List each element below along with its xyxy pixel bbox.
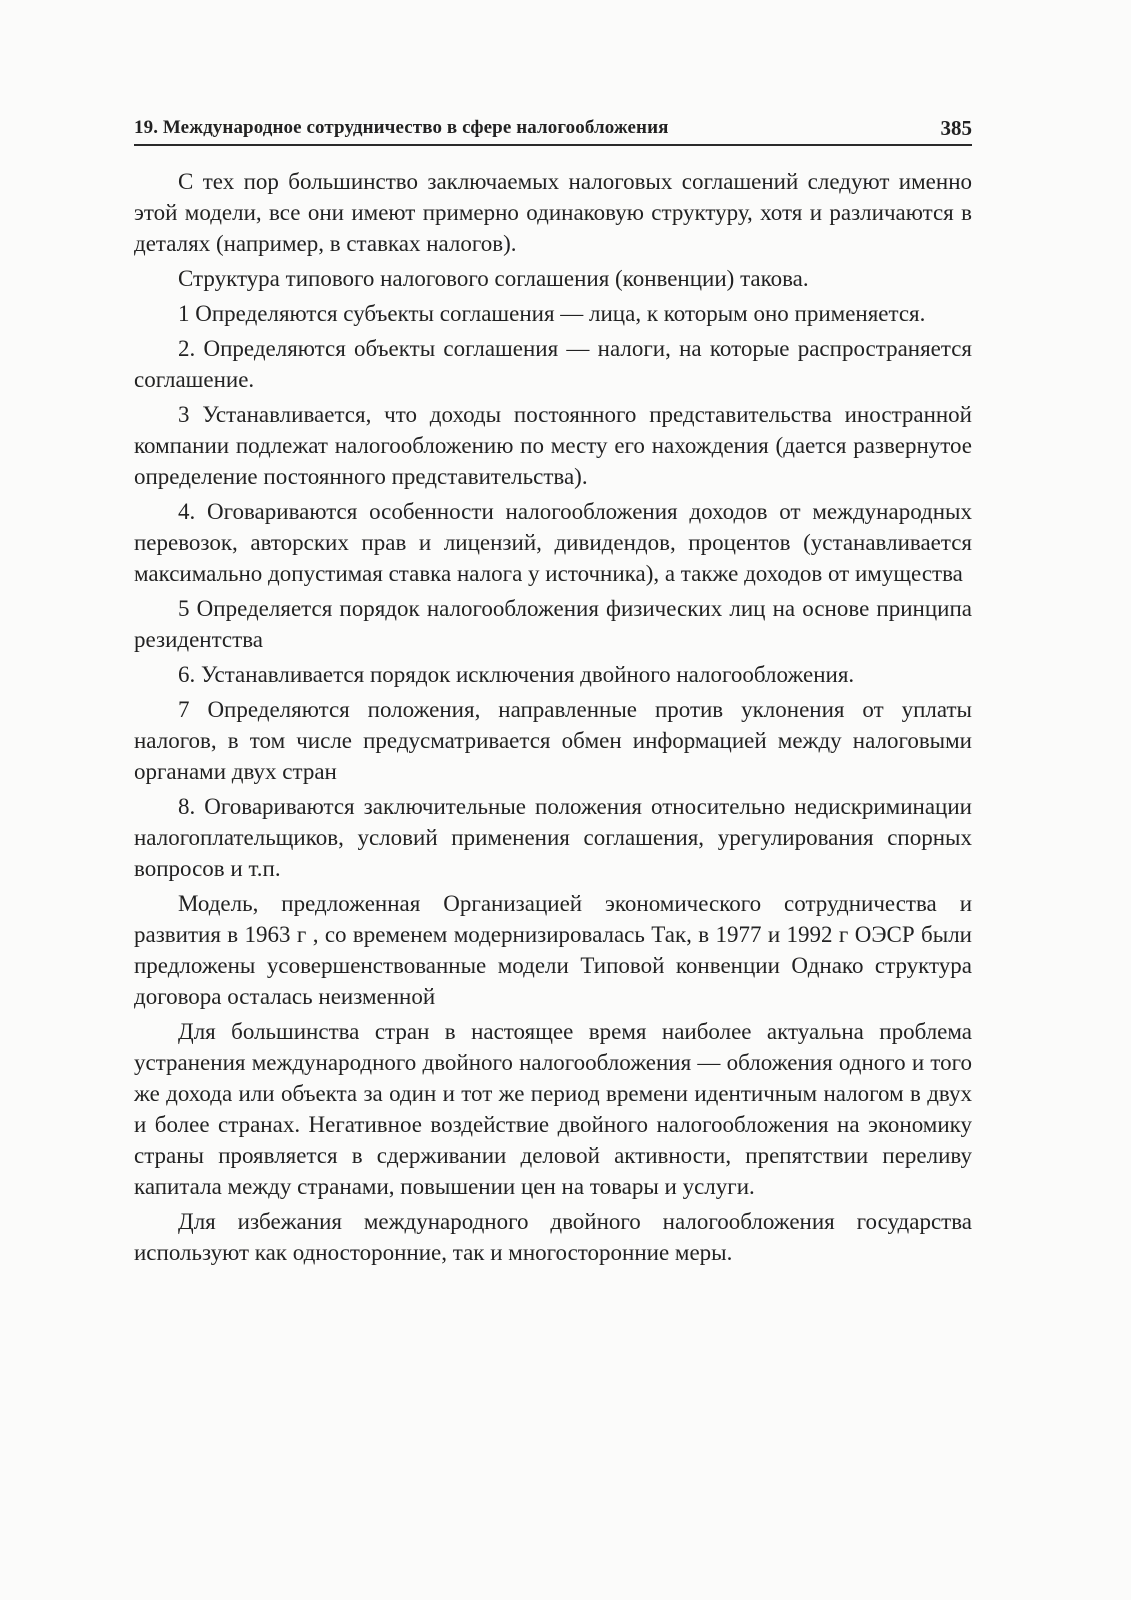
list-item: 6. Устанавливается порядок исключения двойного налогообложения. <box>178 662 855 687</box>
paragraph: Структура типового налогового соглашения (конвенции) такова. <box>178 266 809 291</box>
paragraph: С тех пор большинство заключаемых налоговых соглашений следуют именно этой модели, все они имеют примерно одинаковую структуру, хотя и различаются в деталях (например, в ставках налогов). <box>134 169 972 256</box>
page-number: 385 <box>940 116 972 140</box>
list-item: 7 Определяются положения, направленные против уклонения от уплаты налогов, в том числе предусматривается обмен информацией между налоговыми органами двух стран <box>134 697 972 784</box>
list-item: 2. Определяются объекты соглашения — налоги, на которые распространяется соглашение. <box>134 336 972 392</box>
list-item: 1 Определяются субъекты соглашения — лица, к которым оно применяется. <box>178 301 926 326</box>
list-item: 8. Оговариваются заключительные положения относительно недискриминации налогоплательщиков, условий применения соглашения, урегулирования спорных вопросов и т.п. <box>134 794 972 881</box>
list-item: 4. Оговариваются особенности налогообложения доходов от международных перевозок, авторских прав и лицензий, дивидендов, процентов (устанавливается максимально допустимая ставка налога у источника), а также доходов от имущества <box>134 499 972 586</box>
paragraph: Модель, предложенная Организацией экономического сотрудничества и развития в 1963 г , со временем модернизировалась Так, в 1977 и 1992 г ОЭСР были предложены усовершенствованные модели Типовой конвенции Однако структура договора осталась неизменной <box>134 891 972 1009</box>
body-text <box>134 166 972 1268</box>
running-header <box>134 114 972 146</box>
paragraph: Для избежания международного двойного налогообложения государства используют как односторонние, так и многосторонние меры. <box>134 1209 972 1265</box>
paragraph: Для большинства стран в настоящее время наиболее актуальна проблема устранения международного двойного налогообложения — обложения одного и того же дохода или объекта за один и тот же период времени идентичным налогом в двух и более странах. Негативное воздействие двойного налогообложения на экономику страны проявляется в сдерживании деловой активности, препятствии переливу капитала между странами, повышении цен на товары и услуги. <box>134 1019 972 1199</box>
list-item: 5 Определяется порядок налогообложения физических лиц на основе принципа резидентства <box>134 596 972 652</box>
list-item: 3 Устанавливается, что доходы постоянного представительства иностранной компании подлежат налогообложению по месту его нахождения (дается развернутое определение постоянного представительства). <box>134 402 972 489</box>
chapter-title: 19. Международное сотрудничество в сфере налогообложения <box>134 117 669 138</box>
